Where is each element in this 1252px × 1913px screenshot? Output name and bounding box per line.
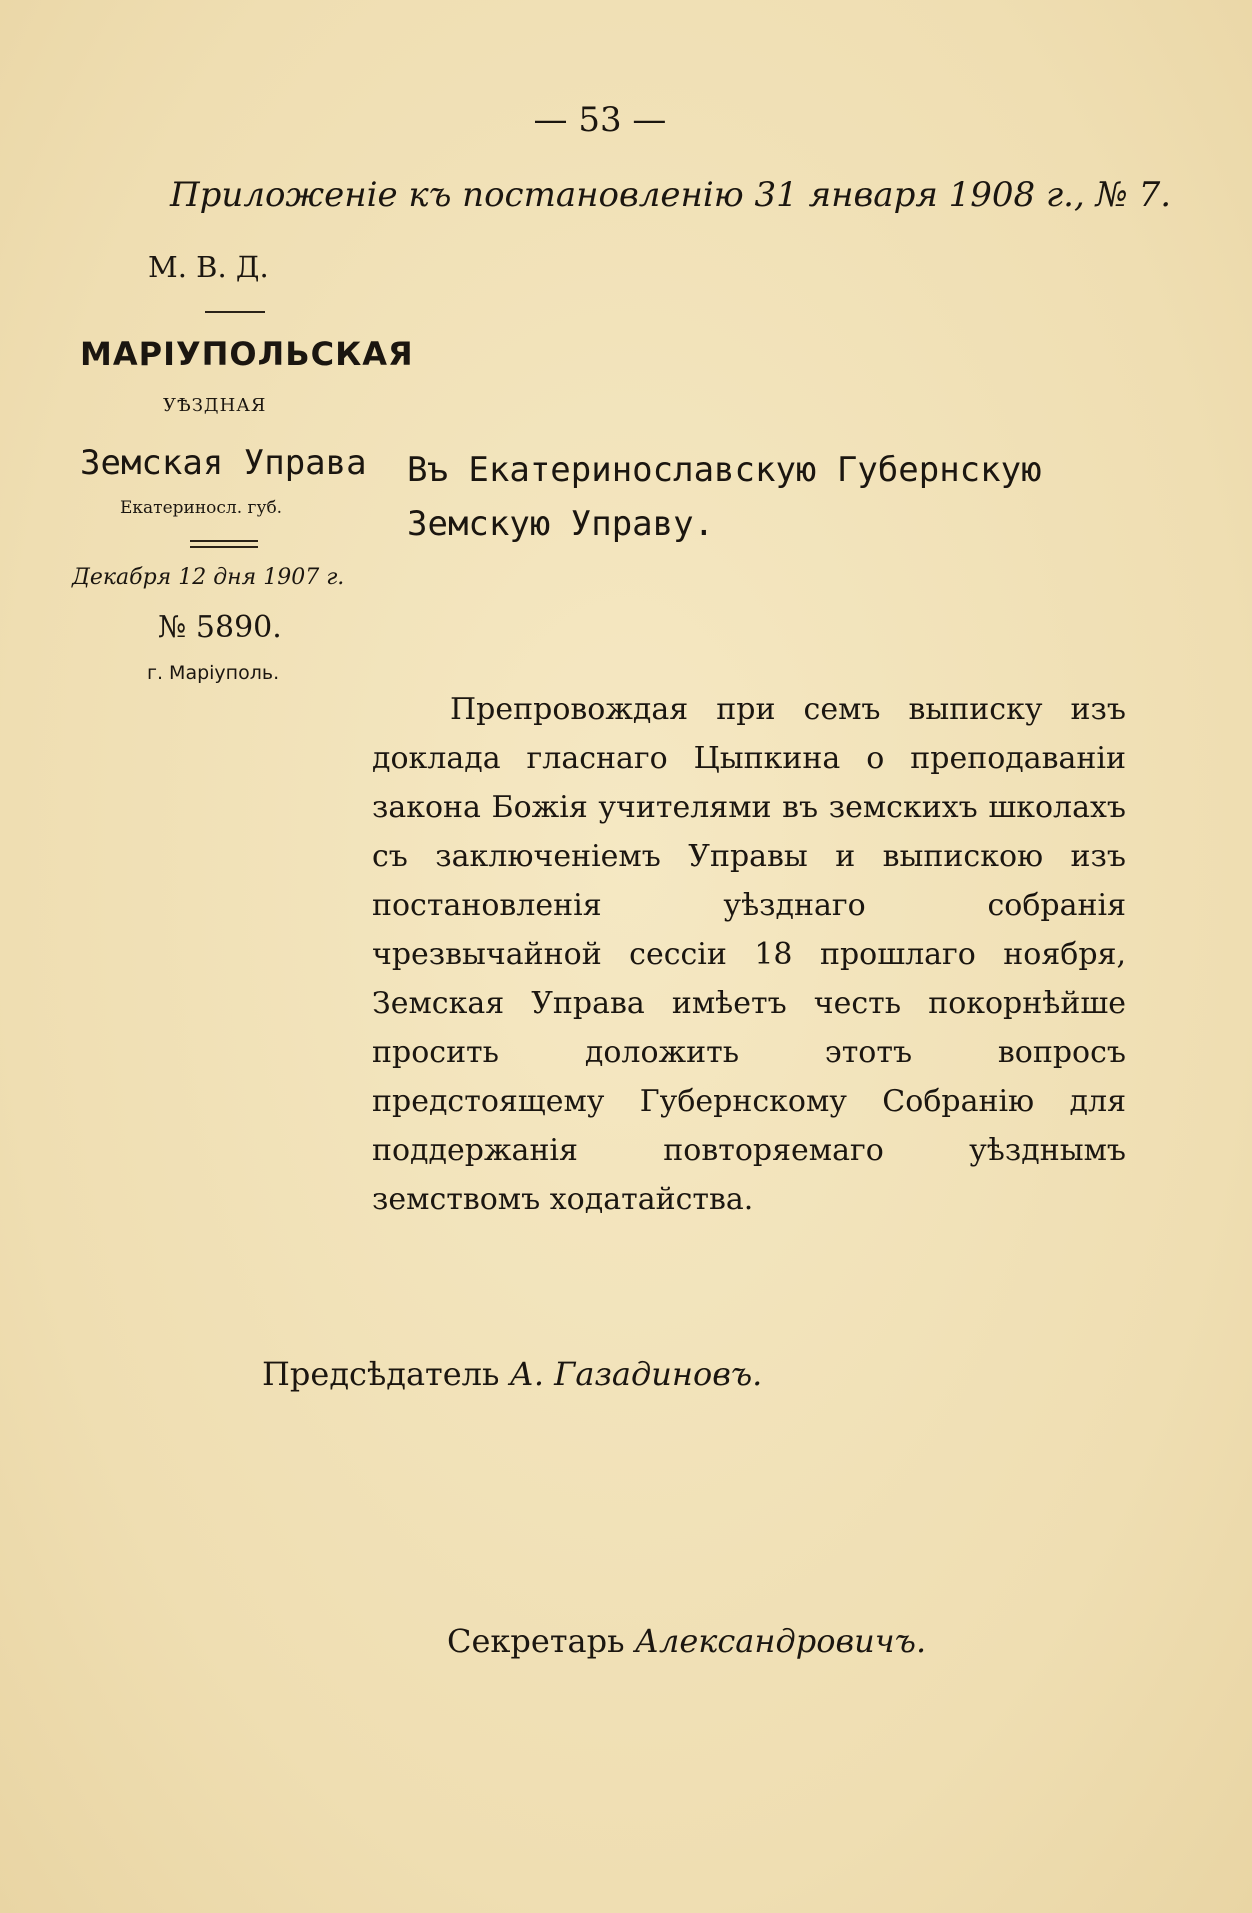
body-paragraph: Препровождая при семъ выписку изъ доклада гласнаго Цыпкина о преподаваніи закона Божія учителями въ земскихъ школахъ съ заключеніемъ Управы и выпискою изъ постановленія уѣзднаго собранія чрезвычайной сессіи 18 прошлаго ноября, Земская Управа имѣетъ честь покорнѣйше просить доложить этотъ вопросъ предстоящему Губернскому Собранію для поддержанія повторяемаго уѣзднымъ земствомъ ходатайства. [372, 692, 1126, 1217]
chair-name: А. Газадиновъ. [509, 1355, 763, 1393]
letter-body [372, 685, 1126, 1224]
secretary-signature [447, 1622, 926, 1660]
sender-gubernia: Екатериносл. губ. [120, 498, 283, 518]
sender-zemskaya: Земская Управа [80, 443, 367, 483]
page-number: — 53 — [533, 100, 667, 140]
sender-uezd: УѢЗДНАЯ [163, 395, 267, 416]
sender-city: г. Маріуполь. [147, 662, 280, 684]
ministry-abbreviation: М. В. Д. [148, 250, 269, 284]
double-divider-bottom [190, 546, 258, 548]
secretary-title: Секретарь [447, 1622, 625, 1660]
chair-title: Предсѣдатель [262, 1355, 500, 1393]
recipient: Въ Екатеринославскую Губернскую Земскую Управу. [407, 450, 1042, 544]
letter-date: Декабря 12 дня 1907 г. [72, 565, 345, 590]
appendix-line: Приложеніе къ постановленію 31 января 1908 г., № 7. [170, 175, 1172, 215]
secretary-name: Александровичъ. [634, 1622, 927, 1660]
divider [205, 311, 265, 313]
double-divider-top [190, 540, 258, 542]
sender-org-name: МАРІУПОЛЬСКАЯ [80, 335, 414, 373]
letter-number: № 5890. [158, 610, 282, 645]
chair-signature [262, 1355, 762, 1393]
